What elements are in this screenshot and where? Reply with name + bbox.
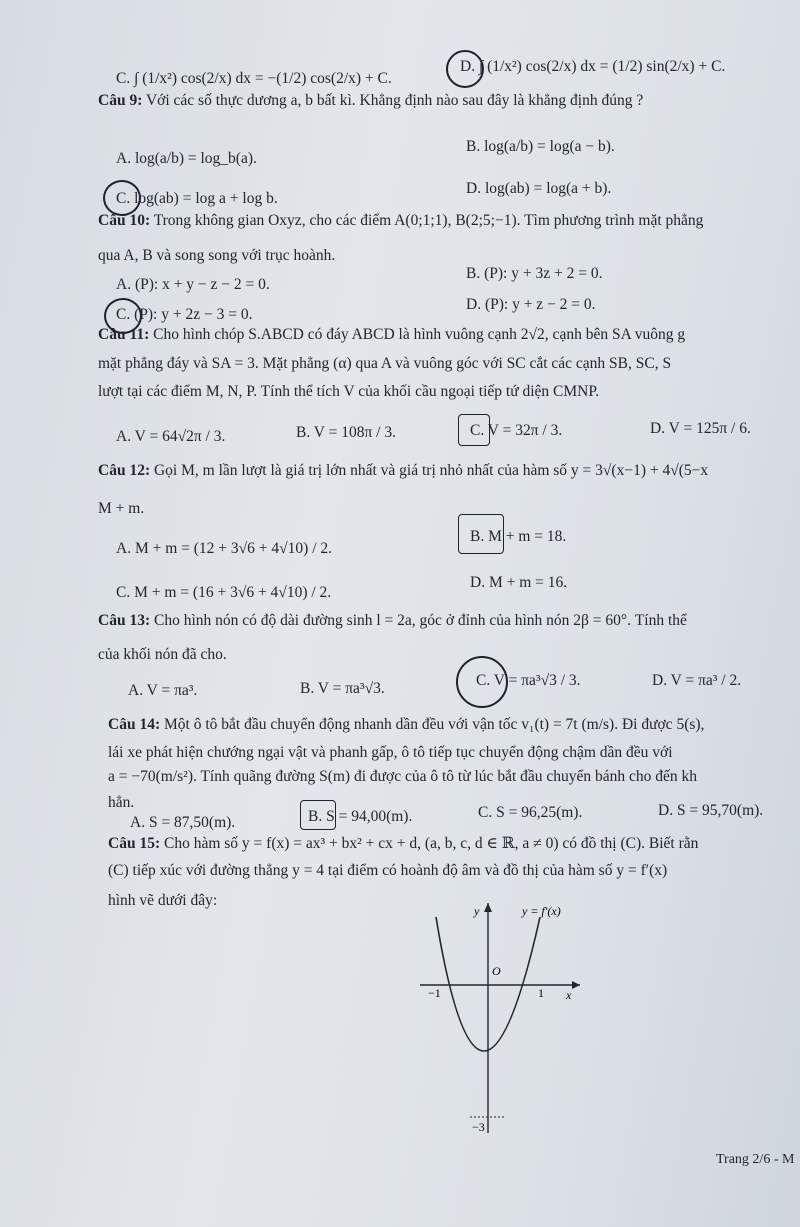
q9-option-c: C. log(ab) = log a + log b. [116,190,278,207]
q9-label: Câu 9: [98,92,143,109]
q13-option-d: D. V = πa³ / 2. [652,672,742,689]
answer-box-q11 [458,414,490,446]
q11-stem-2: mặt phẳng đáy và SA = 3. Mặt phẳng (α) qua A và vuông góc với SC cắt các cạnh SB, SC, S [98,355,672,372]
q14-stem-1 [108,716,704,734]
q9-stem [98,92,643,110]
q10-option-c: C. (P): y + 2z − 3 = 0. [116,306,253,323]
q11-stem-3: lượt tại các điểm M, N, P. Tính thể tích V của khối cầu ngoại tiếp tứ diện CMNP. [98,383,600,400]
y-axis-label: y [474,904,480,918]
answer-circle-q9 [103,180,141,216]
q14-option-a: A. S = 87,50(m). [130,814,236,831]
q10-text-1: Trong không gian Oxyz, cho các điểm A(0;1;1), B(2;5;−1). Tìm phương trình mặt phẳng [153,212,704,229]
q14-stem-4: hẳn. [108,794,135,811]
q12-option-a: A. M + m = (12 + 3√6 + 4√10) / 2. [116,540,333,557]
answer-circle-q8 [446,50,484,88]
q15-stem-1 [108,834,698,853]
page-footer: Trang 2/6 - M [716,1152,795,1167]
q14-option-b: B. S = 94,00(m). [308,808,413,825]
y-axis-arrow [484,903,492,912]
q11-option-d: D. V = 125π / 6. [650,420,751,437]
q10-option-a: A. (P): x + y − z − 2 = 0. [116,276,270,293]
q15-stem-3: hình vẽ dưới đây: [108,892,218,909]
q14-label: Câu 14: [108,716,161,733]
q12-label: Câu 12: [98,462,151,479]
q15-stem-2: (C) tiếp xúc với đường thẳng y = 4 tại điểm có hoành độ âm và đồ thị của hàm số y = f′(x) [108,862,668,879]
q14-text-1: Một ô tô bắt đầu chuyển động nhanh dần đều với vận tốc v₁(t) = 7t (m/s). Đi được 5(s), [163,716,705,733]
q12-stem-1 [98,462,708,480]
q12-stem-2: M + m. [98,500,145,517]
answer-box-q14 [300,800,336,830]
q9-text: Với các số thực dương a, b bất kì. Khẳng định nào sau đây là khẳng định đúng ? [145,92,644,109]
q13-text-1: Cho hình nón có độ dài đường sinh l = 2a, góc ở đỉnh của hình nón 2β = 60°. Tính thể [153,612,687,629]
answer-box-q12 [458,514,504,554]
q15-label: Câu 15: [108,835,161,852]
q10-stem-2: qua A, B và song song với trục hoành. [98,247,336,264]
tick-1: 1 [538,986,544,1000]
q10-option-d: D. (P): y + z − 2 = 0. [466,296,596,313]
curve-label: y = f′(x) [522,904,561,918]
q13-option-c: C. V = πa³√3 / 3. [476,672,581,689]
q14-stem-2: lái xe phát hiện chướng ngại vật và phanh gấp, ô tô tiếp tục chuyển động chậm dần đều với [108,744,673,761]
q12-option-b: B. M + m = 18. [470,528,567,545]
q11-option-c: C. V = 32π / 3. [470,422,563,439]
x-axis-label: x [566,988,572,1002]
tick-neg3: −3 [472,1120,485,1134]
q8-option-d: D. ∫ (1/x²) cos(2/x) dx = (1/2) sin(2/x) + C. [460,58,726,75]
q11-option-b: B. V = 108π / 3. [296,424,396,441]
derivative-graph [400,895,600,1145]
q12-text-1: Gọi M, m lần lượt là giá trị lớn nhất và giá trị nhỏ nhất của hàm số y = 3√(x−1) + 4√(5−x [153,462,709,479]
q9-option-d: D. log(ab) = log(a + b). [466,180,612,197]
q13-stem-1 [98,612,687,630]
origin-label: O [492,964,501,978]
x-axis-arrow [572,981,580,989]
q9-option-b: B. log(a/b) = log(a − b). [466,138,615,155]
q10-option-b: B. (P): y + 3z + 2 = 0. [466,265,603,282]
q13-stem-2: của khối nón đã cho. [98,646,227,663]
q11-stem-1 [98,326,685,344]
q11-text-1: Cho hình chóp S.ABCD có đáy ABCD là hình vuông cạnh 2√2, cạnh bên SA vuông g [153,326,686,343]
q14-option-c: C. S = 96,25(m). [478,804,583,821]
q13-label: Câu 13: [98,612,151,629]
answer-circle-q13 [456,656,508,708]
q11-label: Câu 11: [98,326,150,343]
q14-stem-3: a = −70(m/s²). Tính quãng đường S(m) đi được của ô tô từ lúc bắt đầu chuyển bánh cho đến kh [108,768,698,785]
q13-option-b: B. V = πa³√3. [300,680,385,697]
q9-option-a: A. log(a/b) = log_b(a). [116,150,257,167]
q14-option-d: D. S = 95,70(m). [658,802,764,819]
q10-label: Câu 10: [98,212,151,229]
q8-option-c: C. ∫ (1/x²) cos(2/x) dx = −(1/2) cos(2/x) + C. [116,70,392,87]
q13-option-a: A. V = πa³. [128,682,198,699]
q10-stem-1 [98,212,703,230]
q15-text-1: Cho hàm số y = f(x) = ax³ + bx² + cx + d, (a, b, c, d ∈ ℝ, a ≠ 0) có đồ thị (C). Biết rằn [163,835,699,852]
tick-neg1: −1 [428,986,441,1000]
q12-option-c: C. M + m = (16 + 3√6 + 4√10) / 2. [116,584,332,601]
q12-option-d: D. M + m = 16. [470,574,568,591]
q11-option-a: A. V = 64√2π / 3. [116,428,226,445]
